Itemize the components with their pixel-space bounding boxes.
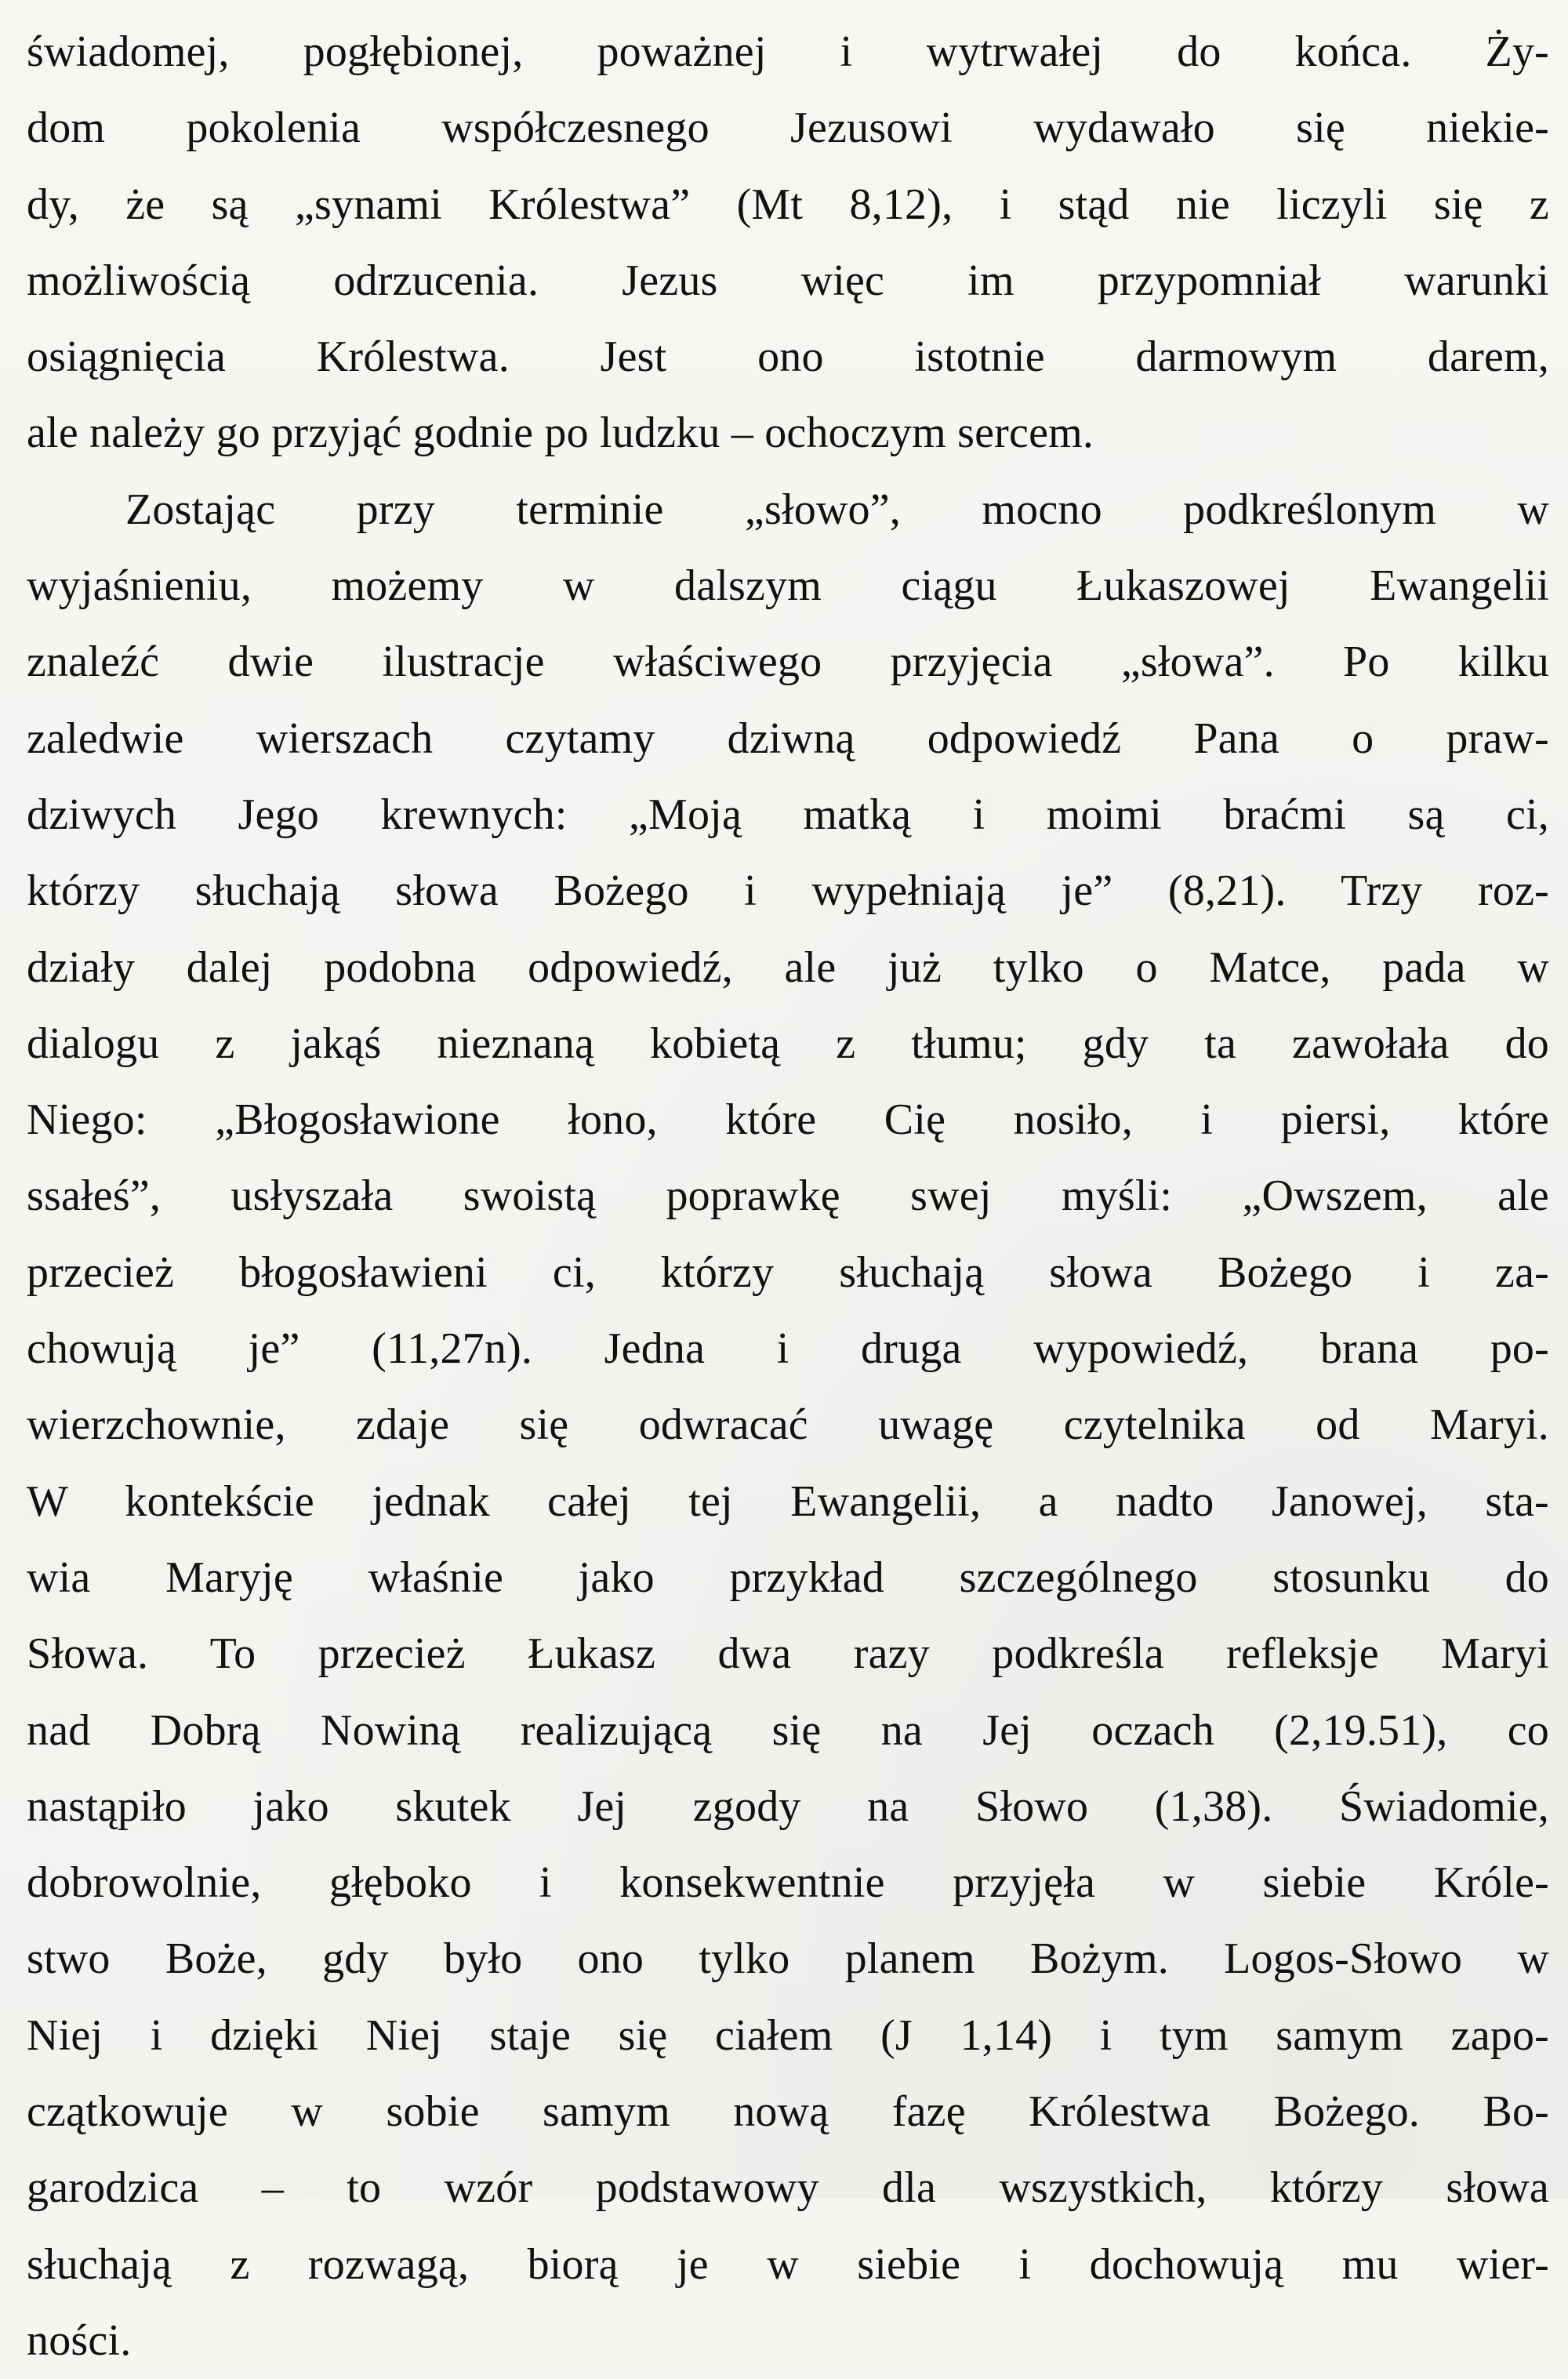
text-line: ale należy go przyjąć godnie po ludzku – ochoczym sercem. — [27, 409, 1094, 458]
text-line: dom pokolenia współczesnego Jezusowi wydawało się niekie- — [27, 104, 1549, 153]
text-line: Słowa. To przecież Łukasz dwa razy podkreśla refleksje Maryi — [27, 1629, 1549, 1679]
text-line: ssałeś”, usłyszała swoistą poprawkę swej myśli: „Owszem, ale — [27, 1171, 1549, 1221]
text-line: świadomej, pogłębionej, poważnej i wytrwałej do końca. Ży- — [27, 27, 1549, 76]
text-line: Zostając przy terminie „słowo”, mocno podkreślonym w — [125, 485, 1549, 534]
text-line: stwo Boże, gdy było ono tylko planem Bożym. Logos-Słowo w — [27, 1934, 1549, 1984]
text-line: dy, że są „synami Królestwa” (Mt 8,12), i stąd nie liczyli się z — [27, 180, 1549, 229]
text-line: osiągnięcia Królestwa. Jest ono istotnie darmowym darem, — [27, 332, 1549, 382]
text-line: wyjaśnieniu, możemy w dalszym ciągu Łukaszowej Ewangelii — [27, 561, 1549, 611]
body-text — [27, 14, 1549, 2379]
text-line: chowują je” (11,27n). Jedna i druga wypowiedź, brana po- — [27, 1324, 1549, 1374]
text-line: przecież błogosławieni ci, którzy słuchają słowa Bożego i za- — [27, 1248, 1549, 1297]
text-line: zaledwie wierszach czytamy dziwną odpowiedź Pana o praw- — [27, 714, 1549, 763]
text-line: dialogu z jakąś nieznaną kobietą z tłumu; gdy ta zawołała do — [27, 1019, 1549, 1068]
text-line: możliwością odrzucenia. Jezus więc im przypomniał warunki — [27, 256, 1549, 305]
text-line: którzy słuchają słowa Bożego i wypełniają je” (8,21). Trzy roz- — [27, 866, 1549, 916]
text-line: wierzchownie, zdaje się odwracać uwagę czytelnika od Maryi. — [27, 1400, 1549, 1450]
text-line: Niego: „Błogosławione łono, które Cię nosiło, i piersi, które — [27, 1095, 1549, 1145]
text-line: Niej i dzięki Niej staje się ciałem (J 1,14) i tym samym zapo- — [27, 2010, 1549, 2060]
text-line: W kontekście jednak całej tej Ewangelii, a nadto Janowej, sta- — [27, 1476, 1549, 1526]
text-line: nad Dobrą Nowiną realizującą się na Jej oczach (2,19.51), co — [27, 1705, 1549, 1755]
text-line: nastąpiło jako skutek Jej zgody na Słowo (1,38). Świadomie, — [27, 1782, 1549, 1831]
text-line: dziwych Jego krewnych: „Moją matką i moimi braćmi są ci, — [27, 790, 1549, 839]
text-line: wia Maryję właśnie jako przykład szczególnego stosunku do — [27, 1553, 1549, 1602]
text-line: działy dalej podobna odpowiedź, ale już tylko o Matce, pada w — [27, 943, 1549, 992]
text-line: znaleźć dwie ilustracje właściwego przyjęcia „słowa”. Po kilku — [27, 637, 1549, 687]
text-line: garodzica – to wzór podstawowy dla wszystkich, którzy słowa — [27, 2163, 1549, 2213]
text-line: czątkowuje w sobie samym nową fazę Królestwa Bożego. Bo- — [27, 2087, 1549, 2137]
text-line: dobrowolnie, głęboko i konsekwentnie przyjęła w siebie Króle- — [27, 1858, 1549, 1908]
text-line: słuchają z rozwagą, biorą je w siebie i dochowują mu wier- — [27, 2239, 1549, 2289]
text-line: ności. — [27, 2315, 132, 2365]
